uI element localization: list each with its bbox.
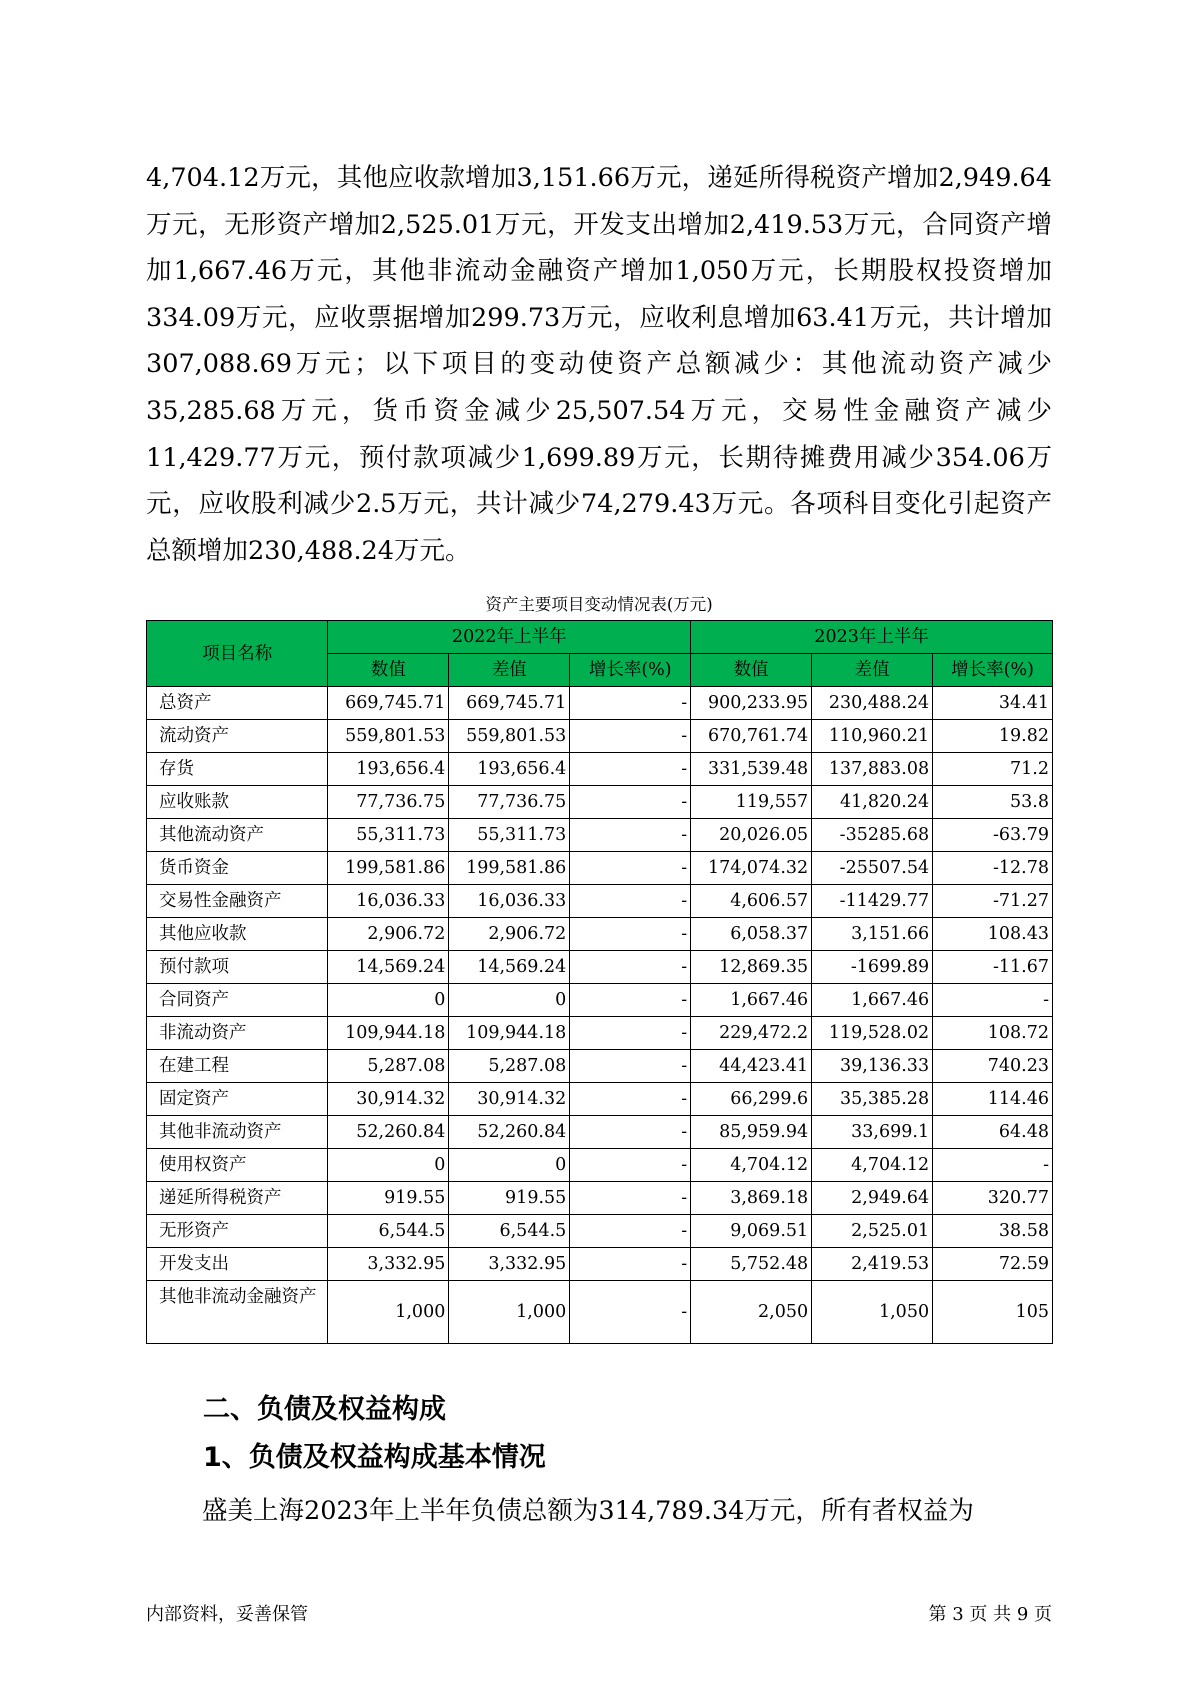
row-cell-d2: 2,419.53 <box>812 1248 933 1281</box>
row-cell-v2: 900,233.95 <box>691 687 812 720</box>
row-cell-d1: 199,581.86 <box>449 852 570 885</box>
row-cell-v1: 6,544.5 <box>328 1215 449 1248</box>
row-item-name: 在建工程 <box>147 1050 328 1083</box>
row-cell-g1: - <box>570 1149 691 1182</box>
row-cell-v2: 66,299.6 <box>691 1083 812 1116</box>
row-cell-v1: 559,801.53 <box>328 720 449 753</box>
row-cell-d1: 30,914.32 <box>449 1083 570 1116</box>
row-item-name: 应收账款 <box>147 786 328 819</box>
period-2022-header: 2022年上半年 <box>328 621 691 654</box>
row-cell-d1: 14,569.24 <box>449 951 570 984</box>
row-item-name: 其他非流动金融资产 <box>147 1281 328 1344</box>
row-cell-g1: - <box>570 1017 691 1050</box>
row-cell-v1: 77,736.75 <box>328 786 449 819</box>
table-row <box>147 819 1053 852</box>
row-cell-v2: 12,869.35 <box>691 951 812 984</box>
row-cell-v1: 16,036.33 <box>328 885 449 918</box>
row-cell-v1: 193,656.4 <box>328 753 449 786</box>
table-row <box>147 951 1053 984</box>
subheader-value-2023: 数值 <box>691 654 812 687</box>
subsection-heading: 1、负债及权益构成基本情况 <box>203 1442 546 1473</box>
row-cell-g2: -11.67 <box>933 951 1053 984</box>
table-row <box>147 984 1053 1017</box>
row-item-name: 其他流动资产 <box>147 819 328 852</box>
row-cell-g2: 38.58 <box>933 1215 1053 1248</box>
row-cell-d2: 33,699.1 <box>812 1116 933 1149</box>
row-cell-d2: -1699.89 <box>812 951 933 984</box>
row-cell-v1: 30,914.32 <box>328 1083 449 1116</box>
row-cell-g1: - <box>570 1215 691 1248</box>
row-cell-v2: 44,423.41 <box>691 1050 812 1083</box>
row-cell-d1: 16,036.33 <box>449 885 570 918</box>
row-cell-g1: - <box>570 984 691 1017</box>
subheader-diff-2022: 差值 <box>449 654 570 687</box>
row-cell-v2: 85,959.94 <box>691 1116 812 1149</box>
row-item-name: 合同资产 <box>147 984 328 1017</box>
row-cell-d2: 2,949.64 <box>812 1182 933 1215</box>
row-item-name: 其他应收款 <box>147 918 328 951</box>
row-cell-g2: -12.78 <box>933 852 1053 885</box>
row-item-name: 无形资产 <box>147 1215 328 1248</box>
row-cell-v1: 2,906.72 <box>328 918 449 951</box>
subheader-growth-2023: 增长率(%) <box>933 654 1053 687</box>
table-row <box>147 753 1053 786</box>
row-item-name: 递延所得税资产 <box>147 1182 328 1215</box>
row-cell-d1: 669,745.71 <box>449 687 570 720</box>
row-cell-v2: 2,050 <box>691 1281 812 1344</box>
row-cell-g2: 34.41 <box>933 687 1053 720</box>
row-cell-d1: 1,000 <box>449 1281 570 1344</box>
row-cell-g2: - <box>933 984 1053 1017</box>
row-cell-d1: 6,544.5 <box>449 1215 570 1248</box>
row-cell-g1: - <box>570 1116 691 1149</box>
row-cell-d2: 110,960.21 <box>812 720 933 753</box>
row-cell-g1: - <box>570 687 691 720</box>
row-cell-d2: 230,488.24 <box>812 687 933 720</box>
section-heading: 二、负债及权益构成 <box>203 1394 446 1425</box>
row-cell-d2: 137,883.08 <box>812 753 933 786</box>
row-cell-g2: 108.43 <box>933 918 1053 951</box>
body-paragraph: 盛美上海2023年上半年负债总额为314,789.34万元，所有者权益为 <box>202 1496 974 1526</box>
row-cell-g1: - <box>570 1182 691 1215</box>
row-cell-v1: 199,581.86 <box>328 852 449 885</box>
row-cell-g1: - <box>570 819 691 852</box>
row-cell-v1: 0 <box>328 1149 449 1182</box>
row-cell-d2: -35285.68 <box>812 819 933 852</box>
row-cell-g2: 72.59 <box>933 1248 1053 1281</box>
row-cell-g1: - <box>570 918 691 951</box>
row-cell-g1: - <box>570 786 691 819</box>
table-row <box>147 1083 1053 1116</box>
row-cell-d2: 2,525.01 <box>812 1215 933 1248</box>
row-cell-g2: 740.23 <box>933 1050 1053 1083</box>
row-cell-g1: - <box>570 720 691 753</box>
row-cell-d1: 52,260.84 <box>449 1116 570 1149</box>
row-cell-v2: 9,069.51 <box>691 1215 812 1248</box>
row-cell-v2: 20,026.05 <box>691 819 812 852</box>
row-cell-d1: 77,736.75 <box>449 786 570 819</box>
row-item-name: 固定资产 <box>147 1083 328 1116</box>
row-cell-d2: 1,050 <box>812 1281 933 1344</box>
row-item-name: 货币资金 <box>147 852 328 885</box>
row-cell-g2: 53.8 <box>933 786 1053 819</box>
asset-change-table <box>146 620 1053 1344</box>
row-cell-d2: 4,704.12 <box>812 1149 933 1182</box>
row-cell-v1: 0 <box>328 984 449 1017</box>
table-row <box>147 1215 1053 1248</box>
table-row <box>147 885 1053 918</box>
row-cell-v2: 5,752.48 <box>691 1248 812 1281</box>
row-cell-v2: 229,472.2 <box>691 1017 812 1050</box>
row-cell-v2: 4,704.12 <box>691 1149 812 1182</box>
row-cell-v2: 3,869.18 <box>691 1182 812 1215</box>
row-cell-v1: 14,569.24 <box>328 951 449 984</box>
footer-page-number: 第 3 页 共 9 页 <box>928 1604 1052 1625</box>
row-cell-d1: 2,906.72 <box>449 918 570 951</box>
row-cell-d2: 41,820.24 <box>812 786 933 819</box>
row-item-name: 其他非流动资产 <box>147 1116 328 1149</box>
period-2023-header: 2023年上半年 <box>691 621 1053 654</box>
row-cell-d1: 0 <box>449 1149 570 1182</box>
row-cell-v1: 669,745.71 <box>328 687 449 720</box>
row-cell-d1: 919.55 <box>449 1182 570 1215</box>
row-cell-v1: 109,944.18 <box>328 1017 449 1050</box>
row-cell-d2: 119,528.02 <box>812 1017 933 1050</box>
row-item-name: 流动资产 <box>147 720 328 753</box>
row-cell-g1: - <box>570 852 691 885</box>
row-cell-g1: - <box>570 885 691 918</box>
row-cell-g1: - <box>570 753 691 786</box>
row-item-name: 预付款项 <box>147 951 328 984</box>
table-row <box>147 1182 1053 1215</box>
row-cell-d2: 35,385.28 <box>812 1083 933 1116</box>
row-cell-g2: 105 <box>933 1281 1053 1344</box>
row-cell-g1: - <box>570 1281 691 1344</box>
row-cell-g2: -63.79 <box>933 819 1053 852</box>
row-cell-v2: 1,667.46 <box>691 984 812 1017</box>
row-cell-v2: 6,058.37 <box>691 918 812 951</box>
row-cell-d2: 1,667.46 <box>812 984 933 1017</box>
row-cell-d1: 5,287.08 <box>449 1050 570 1083</box>
row-cell-d1: 109,944.18 <box>449 1017 570 1050</box>
table-caption: 资产主要项目变动情况表(万元) <box>485 595 713 614</box>
table-row <box>147 918 1053 951</box>
row-cell-d2: 39,136.33 <box>812 1050 933 1083</box>
row-cell-v1: 1,000 <box>328 1281 449 1344</box>
row-item-name: 交易性金融资产 <box>147 885 328 918</box>
subheader-value-2022: 数值 <box>328 654 449 687</box>
row-cell-v1: 919.55 <box>328 1182 449 1215</box>
subheader-growth-2022: 增长率(%) <box>570 654 691 687</box>
row-cell-d1: 559,801.53 <box>449 720 570 753</box>
table-row <box>147 1017 1053 1050</box>
row-cell-g2: 108.72 <box>933 1017 1053 1050</box>
row-cell-d2: -25507.54 <box>812 852 933 885</box>
row-cell-d1: 55,311.73 <box>449 819 570 852</box>
table-row <box>147 852 1053 885</box>
row-cell-d1: 0 <box>449 984 570 1017</box>
row-cell-d1: 3,332.95 <box>449 1248 570 1281</box>
table-row <box>147 720 1053 753</box>
row-cell-g2: 64.48 <box>933 1116 1053 1149</box>
row-cell-v1: 3,332.95 <box>328 1248 449 1281</box>
row-cell-g1: - <box>570 1050 691 1083</box>
row-cell-g2: -71.27 <box>933 885 1053 918</box>
row-cell-v2: 4,606.57 <box>691 885 812 918</box>
table-row <box>147 1149 1053 1182</box>
table-row <box>147 786 1053 819</box>
intro-paragraph: 4,704.12万元，其他应收款增加3,151.66万元，递延所得税资产增加2,949.64万元，无形资产增加2,525.01万元，开发支出增加2,419.53万元，合同资产增加1,667.46万元，其他非流动金融资产增加1,050万元，长期股权投资增加334.09万元，应收票据增加299.73万元，应收利息增加63.41万元，共计增加307,088.69万元；以下项目的变动使资产总额减少：其他流动资产减少35,285.68万元，货币资金减少25,507.54万元，交易性金融资产减少11,429.77万元，预付款项减少1,699.89万元，长期待摊费用减少354.06万元，应收股利减少2.5万元，共计减少74,279.43万元。各项科目变化引起资产总额增加230,488.24万元。 <box>146 163 1052 566</box>
row-cell-g2: 114.46 <box>933 1083 1053 1116</box>
row-cell-g2: 320.77 <box>933 1182 1053 1215</box>
row-cell-g1: - <box>570 951 691 984</box>
row-cell-v2: 119,557 <box>691 786 812 819</box>
row-cell-g1: - <box>570 1083 691 1116</box>
row-cell-v2: 670,761.74 <box>691 720 812 753</box>
row-item-name: 使用权资产 <box>147 1149 328 1182</box>
row-item-name: 开发支出 <box>147 1248 328 1281</box>
row-item-name: 总资产 <box>147 687 328 720</box>
item-name-header: 项目名称 <box>147 621 328 687</box>
row-cell-v2: 331,539.48 <box>691 753 812 786</box>
footer-confidential-note: 内部资料，妥善保管 <box>146 1604 308 1625</box>
row-cell-d1: 193,656.4 <box>449 753 570 786</box>
row-cell-g2: 19.82 <box>933 720 1053 753</box>
table-row <box>147 687 1053 720</box>
row-cell-d2: 3,151.66 <box>812 918 933 951</box>
subheader-diff-2023: 差值 <box>812 654 933 687</box>
row-cell-v1: 5,287.08 <box>328 1050 449 1083</box>
row-cell-g1: - <box>570 1248 691 1281</box>
row-item-name: 非流动资产 <box>147 1017 328 1050</box>
row-cell-d2: -11429.77 <box>812 885 933 918</box>
row-item-name: 存货 <box>147 753 328 786</box>
table-row <box>147 1281 1053 1344</box>
table-row <box>147 1248 1053 1281</box>
row-cell-v2: 174,074.32 <box>691 852 812 885</box>
table-row <box>147 1116 1053 1149</box>
row-cell-v1: 55,311.73 <box>328 819 449 852</box>
row-cell-g2: - <box>933 1149 1053 1182</box>
row-cell-v1: 52,260.84 <box>328 1116 449 1149</box>
row-cell-g2: 71.2 <box>933 753 1053 786</box>
table-row <box>147 1050 1053 1083</box>
